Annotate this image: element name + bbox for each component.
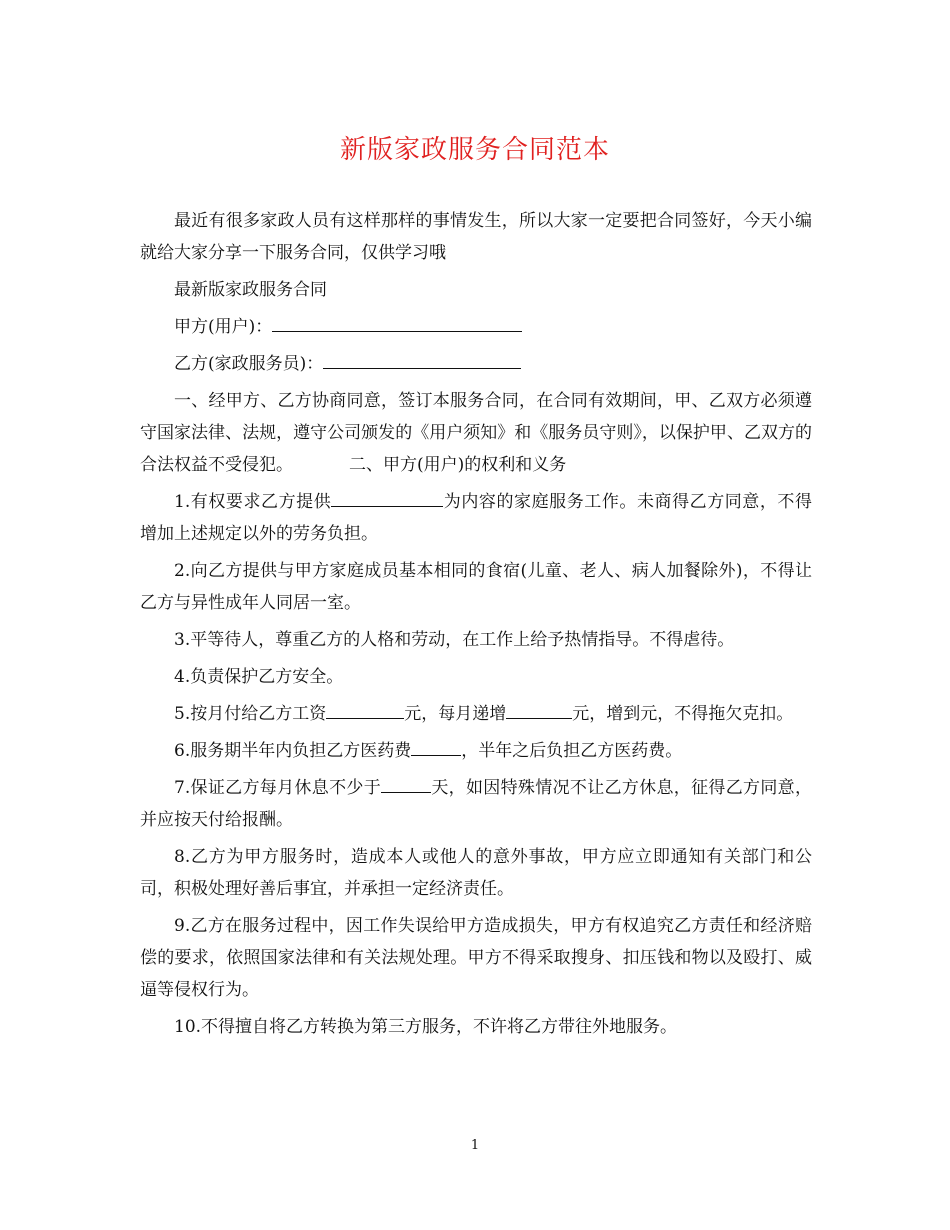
item-1-before: 1.有权要求乙方提供 — [174, 492, 332, 512]
item-5-paragraph — [140, 698, 812, 730]
item-4-paragraph: 4.负责保护乙方安全。 — [174, 667, 344, 687]
document-body — [140, 205, 812, 1048]
item-7-part1: 7.保证乙方每月休息不少于 — [174, 778, 382, 798]
intro-paragraph: 最近有很多家政人员有这样那样的事情发生，所以大家一定要把合同签好，今天小编就给大家分享一下服务合同，仅供学习哦 — [140, 211, 812, 263]
clause-1-text: 一、经甲方、乙方协商同意，签订本服务合同，在合同有效期间，甲、乙双方必须遵守国家法律、法规，遵守公司颁发的《用户须知》和《服务员守则》，以保护甲、乙双方的合法权益不受侵犯。 — [140, 391, 812, 475]
party-a-blank — [272, 313, 522, 332]
item-1-after: 为内容的家庭服务工作。未商得乙方同意，不得增加上述规定以外的劳务负担。 — [140, 492, 812, 544]
item-5-part3: 元，增到元，不得拖欠克扣。 — [572, 704, 794, 724]
item-5-part1: 5.按月付给乙方工资 — [174, 704, 327, 724]
clause-1-paragraph — [140, 385, 812, 481]
service-content-blank — [331, 488, 443, 507]
document-title: 新版家政服务合同范本 — [339, 135, 610, 165]
item-6-part2: ，半年之后负担乙方医药费。 — [461, 741, 683, 761]
item-7-paragraph — [140, 772, 812, 836]
rest-days-blank — [381, 774, 431, 793]
party-a-label: 甲方(用户)： — [174, 317, 273, 337]
item-2-paragraph: 2.向乙方提供与甲方家庭成员基本相同的食宿(儿童、老人、病人加餐除外)，不得让乙方与异性成年人同居一室。 — [140, 561, 812, 613]
item-10-paragraph: 10.不得擅自将乙方转换为第三方服务，不许将乙方带往外地服务。 — [174, 1017, 678, 1037]
item-8-paragraph: 8.乙方为甲方服务时，造成本人或他人的意外事故，甲方应立即通知有关部门和公司，积极处理好善后事宜，并承担一定经济责任。 — [140, 847, 812, 899]
item-7-part2: 天，如因特殊情况不让乙方休息，征得乙方同意，并应按天付给报酬。 — [140, 778, 812, 830]
salary-blank — [326, 700, 404, 719]
medical-fee-blank — [411, 737, 461, 756]
item-3-paragraph: 3.平等待人，尊重乙方的人格和劳动，在工作上给予热情指导。不得虐待。 — [174, 630, 735, 650]
item-9-paragraph: 9.乙方在服务过程中，因工作失误给甲方造成损失，甲方有权追究乙方责任和经济赔偿的要求，依照国家法律和有关法规处理。甲方不得采取搜身、扣压钱和物以及殴打、威逼等侵权行为。 — [140, 916, 812, 1000]
increment-blank — [506, 700, 572, 719]
clause-2-heading: 二、甲方(用户)的权利和义务 — [349, 455, 567, 475]
contract-name: 最新版家政服务合同 — [174, 280, 327, 300]
party-b-label: 乙方(家政服务员)： — [174, 354, 324, 374]
party-b-line — [140, 348, 812, 380]
item-6-part1: 6.服务期半年内负担乙方医药费 — [174, 741, 412, 761]
item-5-part2: 元，每月递增 — [404, 704, 507, 724]
party-b-blank — [323, 350, 521, 369]
page-number: 1 — [470, 1138, 480, 1153]
party-a-line — [140, 311, 812, 343]
item-1-paragraph — [140, 486, 812, 550]
item-6-paragraph — [140, 735, 812, 767]
